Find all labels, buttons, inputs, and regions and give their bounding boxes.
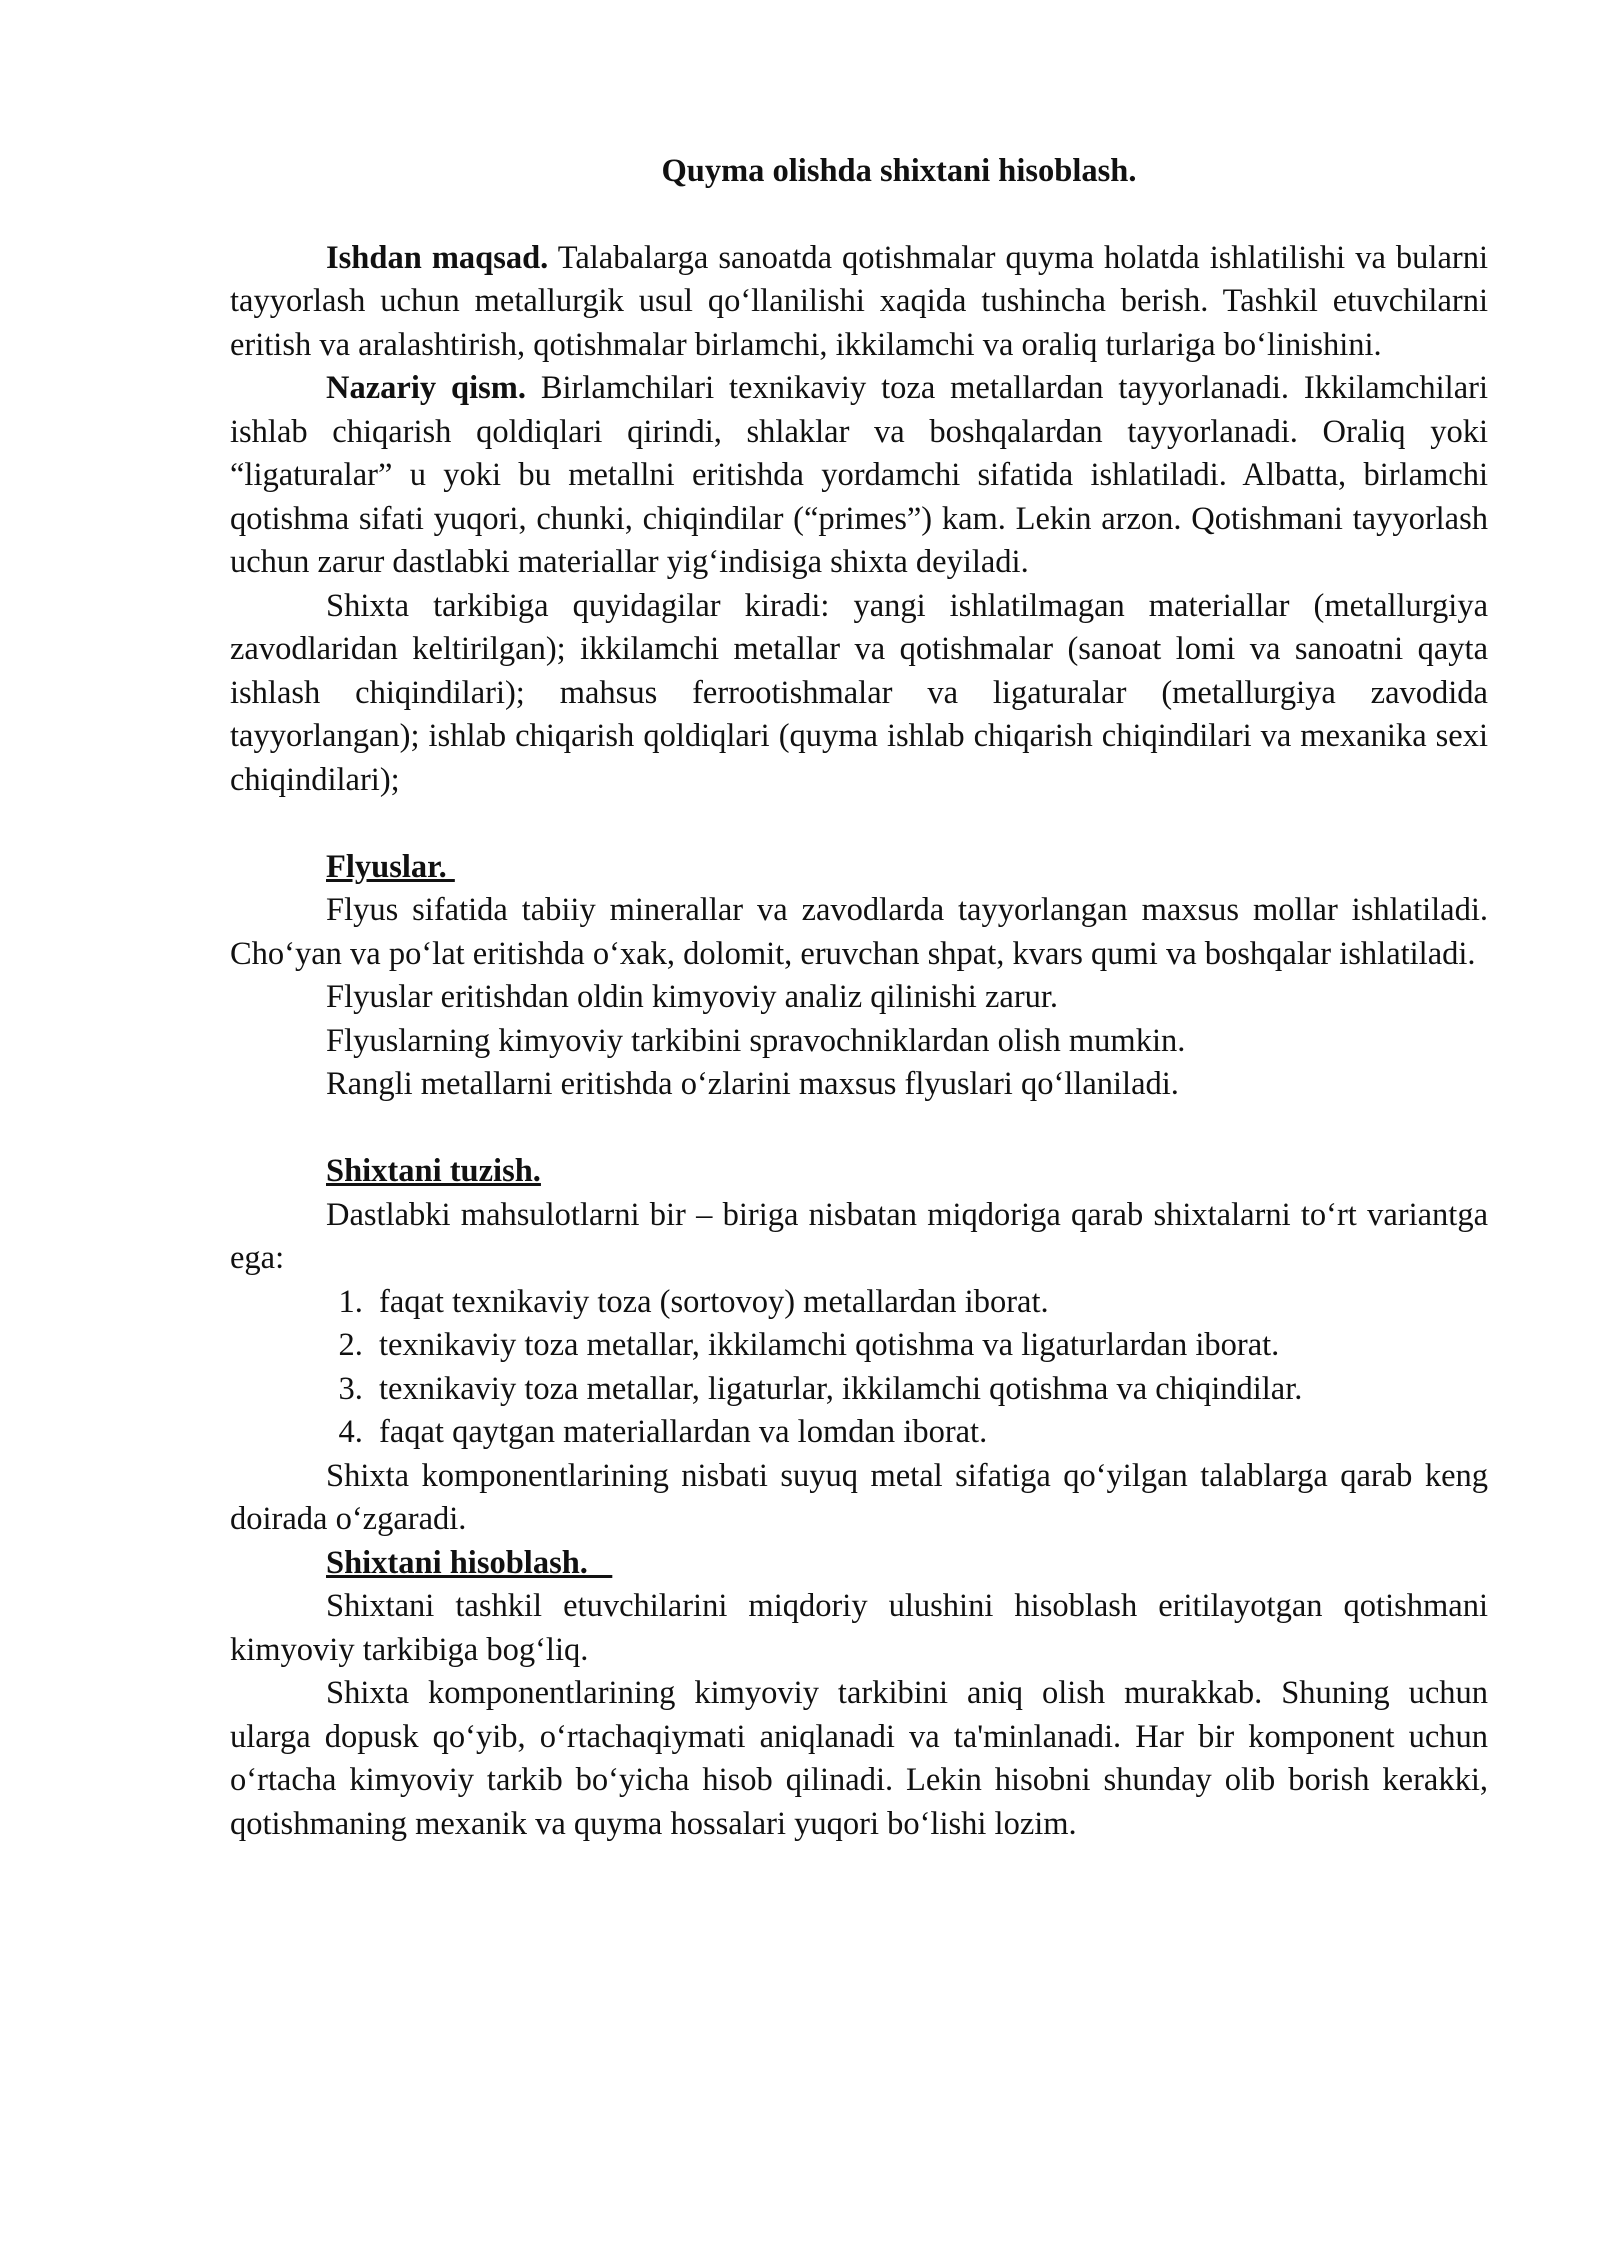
list-item: 4. faqat qaytgan materiallardan va lomdan iborat. [371, 1411, 1488, 1455]
list-item: 1. faqat texnikaviy toza (sortovoy) metallardan iborat. [371, 1281, 1488, 1325]
calculation-paragraph: Shixtani tashkil etuvchilarini miqdoriy ulushini hisoblash eritilayotgan qotishmani kimyoviy tarkibiga bog‘liq. [230, 1588, 1488, 1668]
list-item: 2. texnikaviy toza metallar, ikkilamchi qotishma va ligaturlardan iborat. [371, 1324, 1488, 1368]
flux-paragraph: Rangli metallarni eritishda o‘zlarini maxsus flyuslari qo‘llaniladi. [326, 1066, 1179, 1102]
theory-label: Nazariy qism. [326, 370, 526, 406]
goal-text: Talabalarga sanoatda qotishmalar quyma holatda ishlatilishi va bularni tayyorlash uchun metallurgik usul qo‘llanilishi xaqida tushincha berish. Tashkil etuvchilarni eritish va aralashtirish, qotishmalar birlamchi, ikkilamchi va oraliq turlariga bo‘linishini. [230, 239, 1488, 363]
theory-text: Birlamchilari texnikaviy toza metallardan tayyorlanadi. Ikkilamchilari ishlab chiqarish qoldiqlari qirindi, shlaklar va boshqalardan tayyorlanadi. Oraliq yoki “ligaturalar” u yoki bu metallni eritishda yordamchi sifatida ishlatiladi. Albatta, birlamchi qotishma sifati yuqori, chunki, chiqindilar (“primes”) kam. Lekin arzon. Qotishmani tayyorlash uchun zarur dastlabki materiallar yig‘indisiga shixta deyiladi. [230, 370, 1488, 580]
document-title: Quyma olishda shixtani hisoblash. [661, 153, 1137, 189]
spacer [230, 1107, 1488, 1151]
flux-paragraph: Flyus sifatida tabiiy minerallar va zavodlarda tayyorlangan maxsus mollar ishlatiladi. Cho‘yan va po‘lat eritishda o‘xak, dolomit, eruvchan shpat, kvars qumi va boshqalar ishlatiladi. [230, 892, 1488, 972]
document-page [230, 150, 1488, 1846]
charge-composition-intro: Dastlabki mahsulotlarni bir – biriga nisbatan miqdoriga qarab shixtalarni to‘rt variantga ega: [230, 1196, 1488, 1276]
calculation-paragraph: Shixta komponentlarining kimyoviy tarkibini aniq olish murakkab. Shuning uchun ularga dopusk qo‘yib, o‘rtachaqiymati aniqlanadi va ta'minlanadi. Har bir komponent uchun o‘rtacha kimyoviy tarkib bo‘yicha hisob qilinadi. Lekin hisobni shunday olib borish kerakki, qotishmaning mexanik va quyma hossalari yuqori bo‘lishi lozim. [230, 1675, 1488, 1842]
charge-composition-outro: Shixta komponentlarining nisbati suyuq metal sifatiga qo‘yilgan talablarga qarab keng doirada o‘zgaradi. [230, 1457, 1488, 1537]
charge-composition-paragraph: Shixta tarkibiga quyidagilar kiradi: yangi ishlatilmagan materiallar (metallurgiya zavodlaridan keltirilgan); ikkilamchi metallar va qotishmalar (sanoat lomi va sanoatni qayta ishlash chiqindilari); mahsus ferrootishmalar va ligaturalar (metallurgiya zavodida tayyorlangan); ishlab chiqarish qoldiqlari (quyma ishlab chiqarish chiqindilari va mexanika sexi chiqindilari); [230, 587, 1488, 798]
flux-heading: Flyuslar. [326, 848, 455, 885]
goal-paragraph [230, 237, 1488, 368]
charge-calculation-heading: Shixtani hisoblash. [326, 1544, 613, 1581]
list-item: 3. texnikaviy toza metallar, ligaturlar, ikkilamchi qotishma va chiqindilar. [371, 1368, 1488, 1412]
variant-list [230, 1281, 1488, 1455]
flux-paragraph: Flyuslar eritishdan oldin kimyoviy analiz qilinishi zarur. [326, 979, 1059, 1015]
spacer [230, 802, 1488, 846]
flux-paragraph: Flyuslarning kimyoviy tarkibini spravochniklardan olish mumkin. [326, 1022, 1186, 1059]
goal-label: Ishdan maqsad. [326, 239, 549, 276]
theory-paragraph [230, 367, 1488, 585]
charge-composition-heading: Shixtani tuzish. [326, 1153, 541, 1189]
